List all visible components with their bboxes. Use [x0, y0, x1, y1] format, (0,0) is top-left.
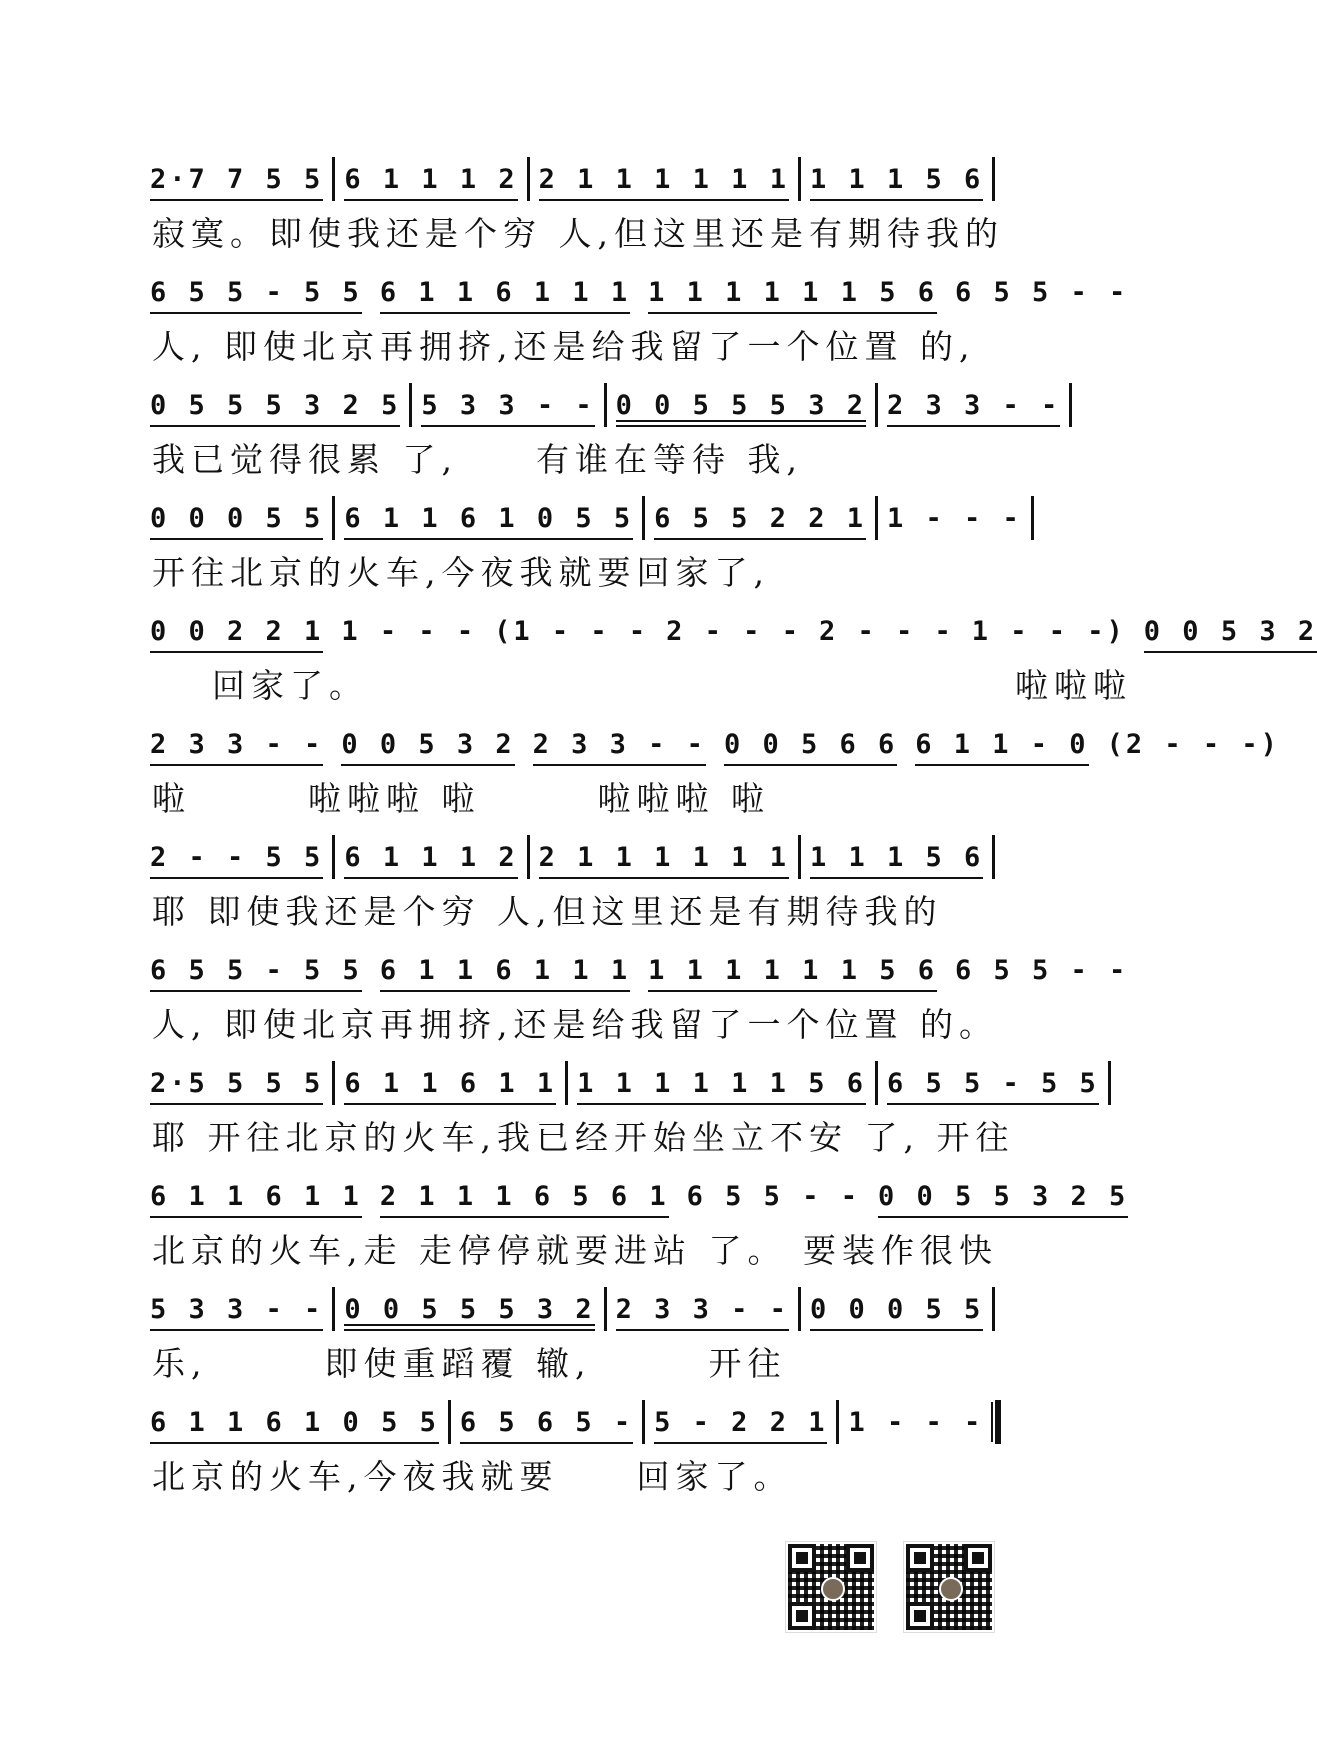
barline	[1069, 383, 1072, 427]
barline	[604, 383, 607, 427]
notation-line	[150, 1167, 1132, 1226]
barline	[992, 1287, 995, 1331]
measure: 0 0 5 5 5 3 2	[344, 1293, 595, 1325]
barline	[1031, 496, 1034, 540]
barline	[565, 1061, 568, 1105]
lyrics-line: 人, 即使北京再拥挤,还是给我留了一个位置 的。	[152, 1005, 998, 1044]
lyrics-line: 耶 即使我还是个穷 人,但这里还是有期待我的	[152, 892, 943, 931]
barline	[409, 383, 412, 427]
staff-system	[150, 1280, 1132, 1393]
staff-system	[150, 828, 1132, 941]
measure: 6 5 5 - 5 5	[150, 276, 362, 308]
staff-system	[150, 263, 1132, 376]
barline	[332, 1061, 335, 1105]
barline	[875, 1061, 878, 1105]
measure: 0 0 0 5 5	[809, 1293, 984, 1325]
measure: 6 5 5 - 5 5	[886, 1067, 1099, 1099]
barline	[332, 496, 335, 540]
staff-system	[150, 150, 1132, 263]
measure: 6 5 5 - -	[954, 276, 1129, 308]
staff-system	[150, 1393, 1132, 1506]
barline	[448, 1400, 451, 1444]
barline	[875, 496, 878, 540]
measure: 6 5 5 - -	[686, 1180, 860, 1212]
barline	[527, 835, 530, 879]
qr-codes	[786, 1542, 994, 1632]
measure: 1 - - -)	[971, 615, 1126, 647]
measure: 2 1 1 1 6 5 6 1	[379, 1180, 669, 1212]
measure: 0 0 0 5 5	[150, 502, 324, 534]
staff-system	[150, 1167, 1132, 1280]
measure: 6 1 1 6 1 1 1	[379, 276, 631, 308]
notation-line	[150, 602, 1317, 661]
barline	[836, 1400, 839, 1444]
measure: 6 1 1 6 1 1 1	[379, 954, 631, 986]
measure: 2 3 3 - -	[150, 728, 324, 760]
measure: 6 5 5 - -	[954, 954, 1129, 986]
staff-system	[150, 602, 1317, 715]
barline	[332, 835, 335, 879]
notation-line	[150, 1280, 1132, 1339]
measure: 6 1 1 1 2	[344, 163, 518, 195]
measure: 6 1 1 6 1 0 5 5	[344, 502, 634, 534]
qr-code-icon	[904, 1542, 994, 1632]
measure: 2 - - -	[666, 615, 801, 647]
measure: 5 - 2 2 1	[654, 1406, 828, 1438]
measure: 0 0 5 5 3 2 5	[877, 1180, 1129, 1212]
measure: 6 1 1 - 0	[915, 728, 1089, 760]
measure: 6 1 1 6 1 1	[150, 1180, 362, 1212]
notation-line	[150, 489, 1132, 548]
measure: 2 1 1 1 1 1 1	[538, 163, 789, 195]
barline	[332, 1287, 335, 1331]
qr-finder	[788, 1544, 816, 1572]
measure: 1 1 1 5 6	[809, 841, 984, 873]
barline	[642, 496, 645, 540]
lyrics-line: 我已觉得很累 了, 有谁在等待 我,	[152, 440, 803, 479]
barline	[875, 383, 878, 427]
measure: 6 1 1 1 2	[344, 841, 518, 873]
barline	[992, 157, 995, 201]
notation-line	[150, 376, 1132, 435]
measure: 5 3 3 - -	[421, 389, 595, 421]
measure: 2·7 7 5 5	[150, 163, 324, 195]
barline	[642, 1400, 645, 1444]
measure: 5 3 3 - -	[150, 1293, 324, 1325]
measure: 0 0 5 3 2	[1143, 615, 1317, 647]
lyrics-line: 人, 即使北京再拥挤,还是给我留了一个位置 的,	[152, 327, 976, 366]
notation-line	[150, 263, 1132, 322]
measure: 2 - - 5 5	[150, 841, 324, 873]
lyrics-line: 啦 啦啦啦 啦 啦啦啦 啦	[152, 779, 770, 818]
lyrics-line: 北京的火车,今夜我就要 回家了。	[152, 1457, 793, 1496]
staff-system	[150, 715, 1280, 828]
qr-finder	[846, 1544, 874, 1572]
barline	[527, 157, 530, 201]
measure: 1 1 1 1 1 1 5 6	[648, 954, 937, 986]
qr-finder	[788, 1602, 816, 1630]
lyrics-line: 开往北京的火车,今夜我就要回家了,	[152, 553, 770, 592]
measure: 6 5 6 5 -	[459, 1406, 634, 1438]
final-barline	[995, 1400, 1001, 1444]
measure: (1 - - -	[494, 615, 649, 647]
measure: 1 - - -	[886, 502, 1022, 534]
measure: 6 1 1 6 1 0 5 5	[150, 1406, 439, 1438]
notation-line	[150, 1054, 1132, 1113]
qr-code-icon	[786, 1542, 876, 1632]
measure: 0 0 2 2 1	[150, 615, 324, 647]
lyrics-line: 北京的火车,走 走停停就要进站 了。 要装作很快	[152, 1231, 998, 1270]
qr-logo	[821, 1577, 845, 1601]
measure: (2 - - -)	[1106, 728, 1280, 760]
qr-finder	[906, 1602, 934, 1630]
lyrics-line: 寂寞。即使我还是个穷 人,但这里还是有期待我的	[152, 214, 1004, 253]
measure: 2 - - -	[818, 615, 954, 647]
qr-logo	[939, 1577, 963, 1601]
barline	[604, 1287, 607, 1331]
barline	[798, 157, 801, 201]
staff-system	[150, 941, 1132, 1054]
measure: 2 3 3 - -	[615, 1293, 789, 1325]
sheet-music	[150, 150, 1317, 1506]
measure: 6 1 1 6 1 1	[344, 1067, 557, 1099]
qr-finder	[906, 1544, 934, 1572]
lyrics-line: 乐, 即使重蹈覆 辙, 开往	[152, 1344, 787, 1383]
measure: 1 1 1 1 1 1 5 6	[648, 276, 937, 308]
staff-system	[150, 489, 1132, 602]
notation-line	[150, 150, 1132, 209]
measure: 1 - - -	[848, 1406, 984, 1438]
measure: 1 1 1 1 1 1 5 6	[577, 1067, 866, 1099]
measure: 1 - - -	[341, 615, 477, 647]
notation-line	[150, 715, 1280, 774]
notation-line	[150, 1393, 1132, 1452]
lyrics-line	[150, 661, 1132, 711]
barline	[1108, 1061, 1111, 1105]
staff-system	[150, 1054, 1132, 1167]
measure: 0 0 5 5 5 3 2	[615, 389, 866, 421]
measure: 2 3 3 - -	[532, 728, 706, 760]
qr-finder	[964, 1544, 992, 1572]
lyrics-right: 啦啦啦	[1015, 666, 1132, 705]
staff-system	[150, 376, 1132, 489]
measure: 0 0 5 6 6	[723, 728, 898, 760]
measure: 6 5 5 2 2 1	[654, 502, 866, 534]
measure: 0 0 5 3 2	[341, 728, 515, 760]
measure: 0 5 5 5 3 2 5	[150, 389, 401, 421]
measure: 1 1 1 5 6	[809, 163, 984, 195]
barline	[798, 1287, 801, 1331]
barline	[798, 835, 801, 879]
notation-line	[150, 941, 1132, 1000]
barline	[992, 835, 995, 879]
measure: 2·5 5 5 5	[150, 1067, 324, 1099]
measure: 2 1 1 1 1 1 1	[538, 841, 789, 873]
measure: 2 3 3 - -	[886, 389, 1061, 421]
measure: 6 5 5 - 5 5	[150, 954, 362, 986]
barline	[332, 157, 335, 201]
notation-line	[150, 828, 1132, 887]
lyrics-line: 耶 开往北京的火车,我已经开始坐立不安 了, 开往	[152, 1118, 1015, 1157]
lyrics-left: 回家了。	[212, 666, 368, 705]
